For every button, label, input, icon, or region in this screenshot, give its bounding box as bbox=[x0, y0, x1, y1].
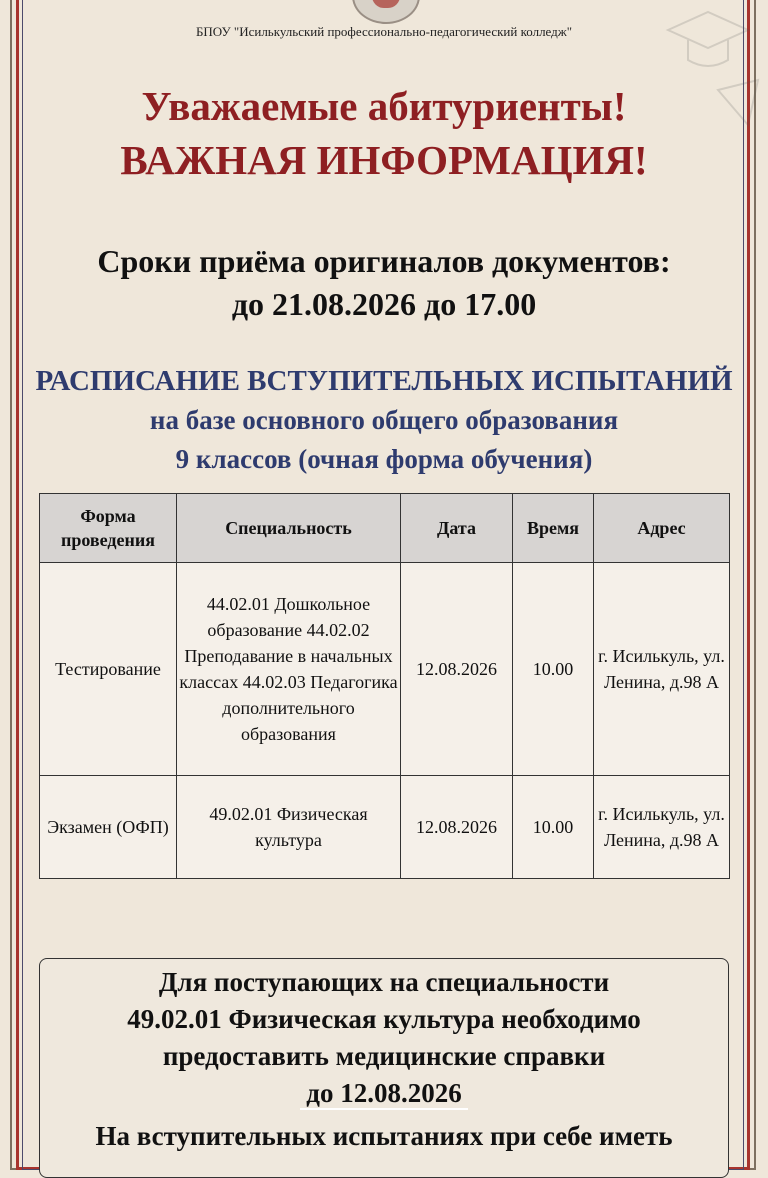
cell-time: 10.00 bbox=[513, 563, 594, 776]
notice-line-4: до 12.08.2026 bbox=[306, 1078, 462, 1108]
notice-line-1: Для поступающих на специальности bbox=[158, 967, 610, 997]
greeting-title: Уважаемые абитуриенты! bbox=[141, 83, 627, 129]
column-header-date: Дата bbox=[401, 494, 513, 563]
cell-address: г. Исилькуль, ул. Ленина, д.98 А bbox=[594, 776, 730, 879]
column-header-specialty: Специальность bbox=[177, 494, 401, 563]
table-row bbox=[40, 776, 730, 879]
notice-line-5: На вступительных испытаниях при себе иметь bbox=[95, 1121, 673, 1151]
notice-line-2: 49.02.01 Физическая культура необходимо bbox=[127, 1004, 641, 1034]
deadline-heading: Сроки приёма оригиналов документов: bbox=[97, 243, 671, 279]
notice-divider bbox=[300, 1108, 468, 1110]
medical-notice-text bbox=[0, 964, 768, 1112]
column-header-form: Форма проведения bbox=[40, 494, 177, 563]
schedule-subtitle-2: 9 классов (очная форма обучения) bbox=[175, 444, 593, 474]
column-header-address: Адрес bbox=[594, 494, 730, 563]
cell-form: Тестирование bbox=[40, 563, 177, 776]
table-header-row bbox=[40, 494, 730, 563]
cell-time: 10.00 bbox=[513, 776, 594, 879]
table-row bbox=[40, 563, 730, 776]
cell-form: Экзамен (ОФП) bbox=[40, 776, 177, 879]
schedule-table bbox=[39, 493, 730, 879]
cell-address: г. Исилькуль, ул. Ленина, д.98 А bbox=[594, 563, 730, 776]
important-info-title: ВАЖНАЯ ИНФОРМАЦИЯ! bbox=[120, 137, 648, 183]
column-header-time: Время bbox=[513, 494, 594, 563]
deadline-date: до 21.08.2026 до 17.00 bbox=[231, 286, 537, 322]
cell-date: 12.08.2026 bbox=[401, 776, 513, 879]
schedule-title: РАСПИСАНИЕ ВСТУПИТЕЛЬНЫХ ИСПЫТАНИЙ bbox=[35, 365, 733, 397]
schedule-subtitle-1: на базе основного общего образования bbox=[149, 405, 619, 435]
cell-date: 12.08.2026 bbox=[401, 563, 513, 776]
organization-name: БПОУ "Исилькульский профессионально-педагогический колледж" bbox=[195, 24, 573, 39]
cell-specialty: 44.02.01 Дошкольное образование 44.02.02 Преподавание в начальных классах 44.02.03 Педагогика дополнительного образования bbox=[177, 563, 401, 776]
notice-line-3: предоставить медицинские справки bbox=[162, 1041, 606, 1071]
cell-specialty: 49.02.01 Физическая культура bbox=[177, 776, 401, 879]
